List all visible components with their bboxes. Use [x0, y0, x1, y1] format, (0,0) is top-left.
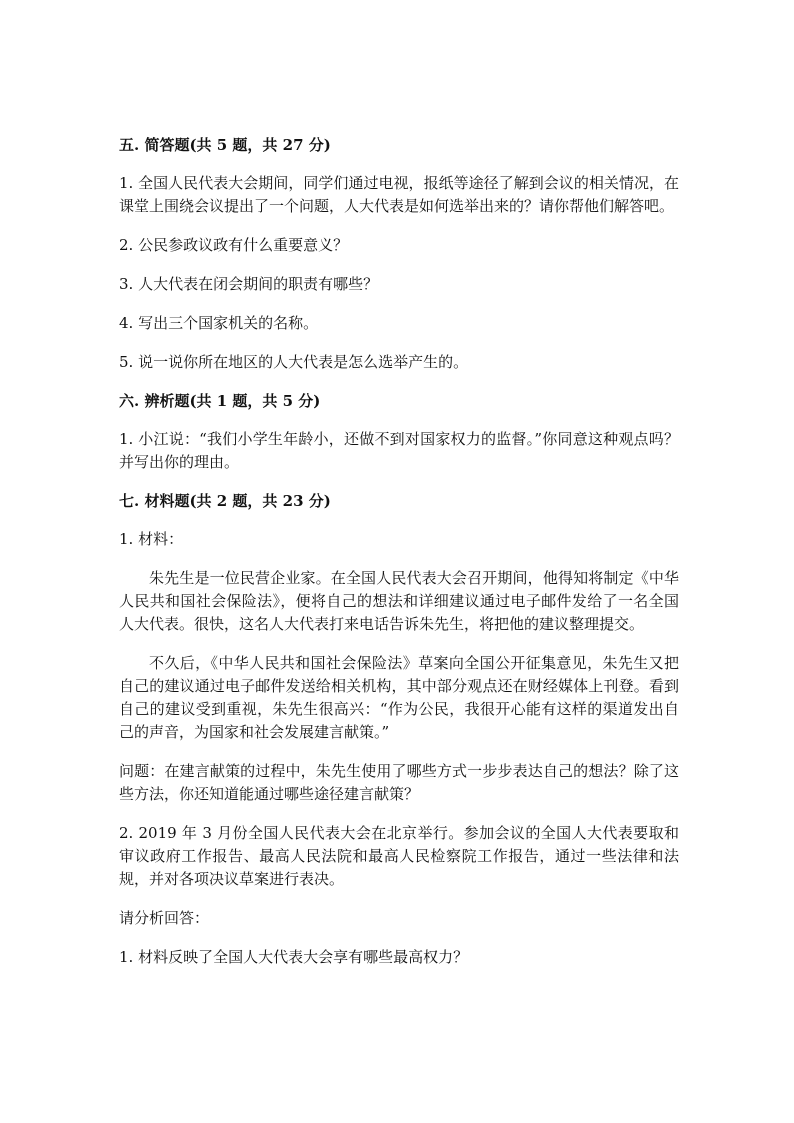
section-heading-material: 七. 材料题(共 2 题，共 23 分)	[119, 492, 331, 510]
section-heading-short-answer: 五. 简答题(共 5 题，共 27 分)	[119, 136, 331, 154]
document-content	[119, 134, 679, 985]
section-heading-analysis: 六. 辨析题(共 1 题，共 5 分)	[119, 392, 321, 410]
material-q1-paragraph-1: 朱先生是一位民营企业家。在全国人民代表大会召开期间，他得知将制定《中华人民共和国社会保险法》，便将自己的想法和详细建议通过电子邮件发给了一名全国人大代表。很快，这名人大代表打来电话告诉朱先生，将把他的建议整理提交。	[119, 569, 679, 633]
material-q2-text: 2. 2019 年 3 月份全国人民代表大会在北京举行。参加会议的全国人大代表要取和审议政府工作报告、最高人民法院和最高人民检察院工作报告，通过一些法律和法规，并对各项决议草案进行表决。	[119, 824, 679, 888]
question-1: 1. 全国人民代表大会期间，同学们通过电视，报纸等途径了解到会议的相关情况，在课堂上围绕会议提出了一个问题，人大代表是如何选举出来的？请你帮他们解答吧。	[119, 174, 679, 215]
question-2: 2. 公民参政议政有什么重要意义？	[119, 236, 349, 254]
material-q2-subquestion-1: 1. 材料反映了全国人大代表大会享有哪些最高权力？	[119, 948, 469, 966]
material-q1-label: 1. 材料：	[119, 530, 184, 548]
material-q2-prompt: 请分析回答：	[119, 909, 210, 927]
material-q1-paragraph-2: 不久后，《中华人民共和国社会保险法》草案向全国公开征集意见，朱先生又把自己的建议通过电子邮件发送给相关机构，其中部分观点还在财经媒体上刊登。看到自己的建议受到重视，朱先生很高兴：“作为公民，我很开心能有这样的渠道发出自己的声音，为国家和社会发展建言献策。”	[119, 654, 679, 741]
question-3: 3. 人大代表在闭会期间的职责有哪些？	[119, 275, 379, 293]
analysis-question-1: 1. 小江说：“我们小学生年龄小，还做不到对国家权力的监督。”你同意这种观点吗？并写出你的理由。	[119, 430, 679, 471]
question-4: 4. 写出三个国家机关的名称。	[119, 314, 319, 332]
material-q1-question: 问题：在建言献策的过程中，朱先生使用了哪些方式一步步表达自己的想法？除了这些方法，你还知道能通过哪些途径建言献策？	[119, 762, 679, 803]
question-5: 5. 说一说你所在地区的人大代表是怎么选举产生的。	[119, 353, 469, 371]
